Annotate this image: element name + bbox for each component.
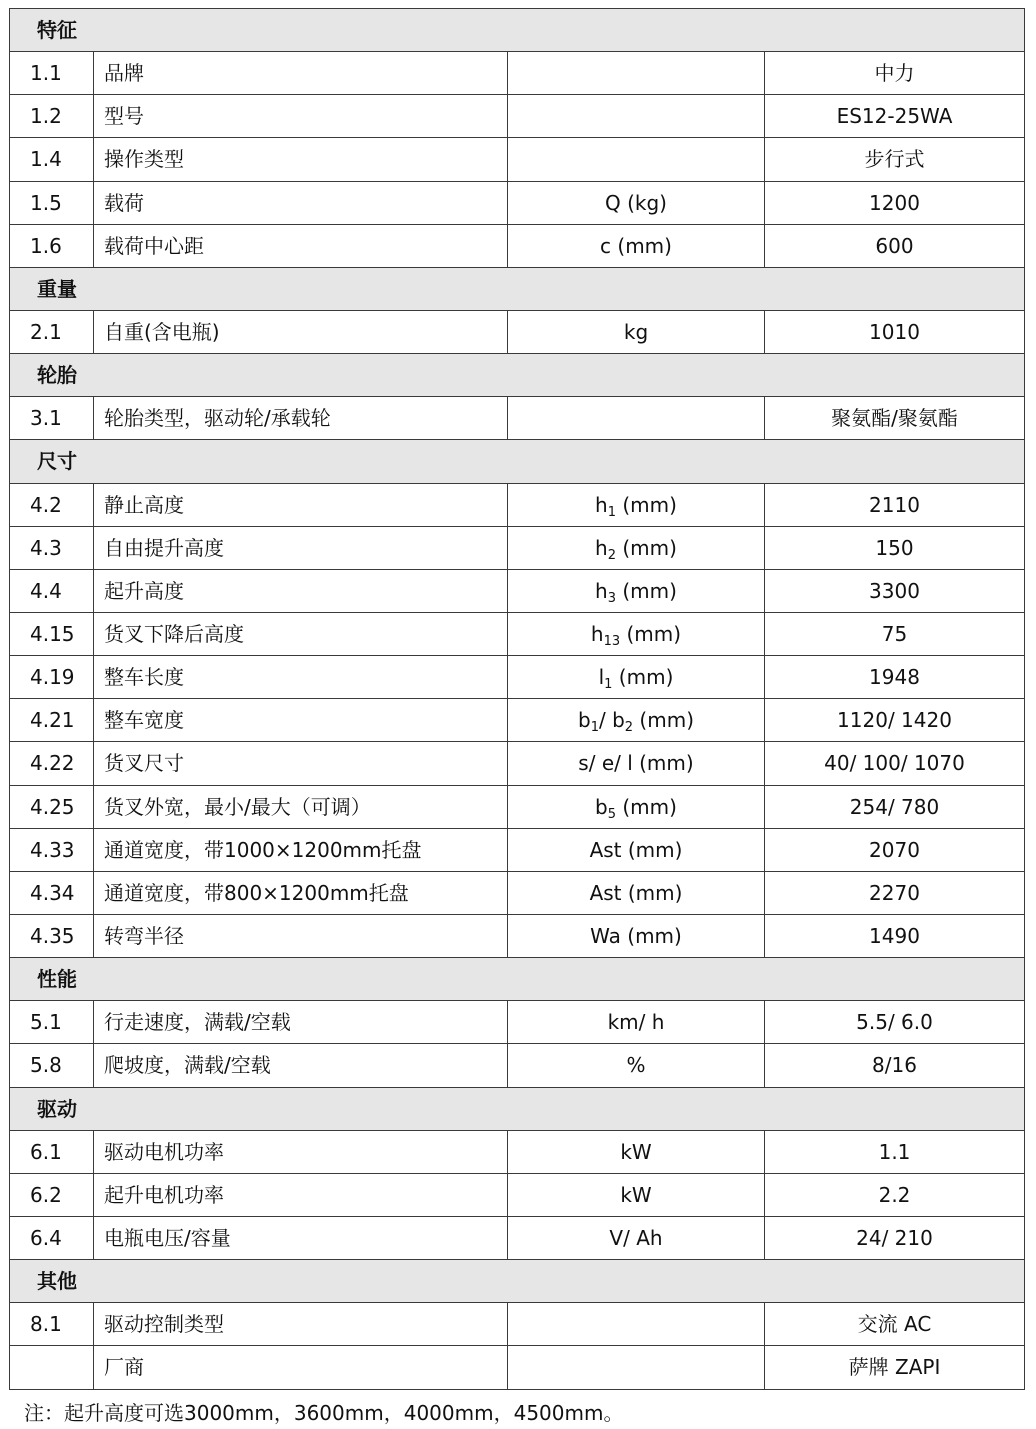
row-item-name: 整车长度 (94, 656, 508, 699)
row-number: 3.1 (10, 397, 94, 440)
row-item-name: 爬坡度，满载/空载 (94, 1044, 508, 1087)
unit-text: b (595, 794, 608, 819)
row-value: ES12-25WA (765, 95, 1025, 138)
section-title: 尺寸 (10, 440, 1025, 483)
table-row (10, 1001, 1025, 1044)
table-row (10, 483, 1025, 526)
row-value: 2110 (765, 483, 1025, 526)
table-row (10, 224, 1025, 267)
row-item-name: 型号 (94, 95, 508, 138)
row-item-name: 自由提升高度 (94, 526, 508, 569)
unit-subscript: 2 (624, 720, 634, 736)
row-item-name: 静止高度 (94, 483, 508, 526)
row-item-name: 轮胎类型，驱动轮/承载轮 (94, 397, 508, 440)
row-value: 步行式 (765, 138, 1025, 181)
table-row (10, 742, 1025, 785)
row-value: 1120/ 1420 (765, 699, 1025, 742)
row-value: 1.1 (765, 1130, 1025, 1173)
unit-text: h (595, 535, 608, 560)
row-number: 4.4 (10, 569, 94, 612)
row-number: 8.1 (10, 1303, 94, 1346)
row-number: 4.34 (10, 871, 94, 914)
unit-subscript: 13 (603, 634, 621, 650)
row-item-name: 货叉尺寸 (94, 742, 508, 785)
table-row (10, 1216, 1025, 1259)
row-value: 中力 (765, 52, 1025, 95)
table-row (10, 1173, 1025, 1216)
row-value: 2270 (765, 871, 1025, 914)
row-value: 24/ 210 (765, 1216, 1025, 1259)
row-number: 4.22 (10, 742, 94, 785)
row-value: 1010 (765, 310, 1025, 353)
row-item-name: 自重(含电瓶) (94, 310, 508, 353)
row-number: 4.15 (10, 612, 94, 655)
row-number: 4.2 (10, 483, 94, 526)
section-header-row (10, 958, 1025, 1001)
table-row (10, 699, 1025, 742)
row-number: 4.21 (10, 699, 94, 742)
row-item-name: 货叉外宽，最小/最大（可调） (94, 785, 508, 828)
row-unit (508, 397, 765, 440)
row-number: 5.1 (10, 1001, 94, 1044)
table-row (10, 785, 1025, 828)
row-item-name: 转弯半径 (94, 914, 508, 957)
row-number: 6.4 (10, 1216, 94, 1259)
row-unit: % (508, 1044, 765, 1087)
row-value: 254/ 780 (765, 785, 1025, 828)
unit-subscript: 5 (607, 806, 617, 822)
table-row (10, 1130, 1025, 1173)
row-item-name: 厂商 (94, 1346, 508, 1389)
table-row (10, 569, 1025, 612)
row-unit (508, 483, 765, 526)
table-row (10, 95, 1025, 138)
row-unit: V/ Ah (508, 1216, 765, 1259)
row-number: 1.1 (10, 52, 94, 95)
footnote: 注：起升高度可选3000mm，3600mm，4000mm，4500mm。 (24, 1401, 624, 1425)
table-row (10, 828, 1025, 871)
table-row (10, 397, 1025, 440)
table-row (10, 1044, 1025, 1087)
section-header-row (10, 354, 1025, 397)
unit-subscript: 2 (607, 547, 617, 563)
row-item-name: 通道宽度，带800×1200mm托盘 (94, 871, 508, 914)
unit-text: h (590, 622, 604, 647)
section-header-row (10, 9, 1025, 52)
row-number: 5.8 (10, 1044, 94, 1087)
row-number: 6.2 (10, 1173, 94, 1216)
row-number: 6.1 (10, 1130, 94, 1173)
table-row (10, 181, 1025, 224)
row-number: 1.4 (10, 138, 94, 181)
row-value: 40/ 100/ 1070 (765, 742, 1025, 785)
section-title: 轮胎 (10, 354, 1025, 397)
table-row (10, 1303, 1025, 1346)
section-header-row (10, 1087, 1025, 1130)
row-value: 5.5/ 6.0 (765, 1001, 1025, 1044)
table-row (10, 612, 1025, 655)
unit-text: b (578, 708, 591, 733)
section-header-row (10, 267, 1025, 310)
row-number: 1.5 (10, 181, 94, 224)
unit-text: (mm) (612, 665, 674, 690)
section-header-row (10, 1260, 1025, 1303)
row-unit (508, 699, 765, 742)
row-unit (508, 52, 765, 95)
row-value: 8/16 (765, 1044, 1025, 1087)
unit-text: (mm) (616, 492, 677, 517)
unit-text: (mm) (616, 535, 677, 560)
unit-text: / b (598, 708, 625, 733)
row-unit: Ast (mm) (508, 828, 765, 871)
row-unit: kg (508, 310, 765, 353)
row-unit (508, 1346, 765, 1389)
row-item-name: 品牌 (94, 52, 508, 95)
table-row (10, 526, 1025, 569)
row-unit (508, 656, 765, 699)
row-unit (508, 785, 765, 828)
unit-text: h (595, 578, 608, 603)
row-item-name: 通道宽度，带1000×1200mm托盘 (94, 828, 508, 871)
unit-text: (mm) (616, 794, 677, 819)
table-row (10, 914, 1025, 957)
row-unit (508, 1303, 765, 1346)
row-unit (508, 612, 765, 655)
row-unit (508, 95, 765, 138)
row-unit (508, 138, 765, 181)
unit-text: (mm) (616, 578, 677, 603)
unit-subscript: 3 (607, 590, 617, 606)
row-item-name: 起升电机功率 (94, 1173, 508, 1216)
row-value: 萨牌 ZAPI (765, 1346, 1025, 1389)
row-number: 4.33 (10, 828, 94, 871)
row-unit: kW (508, 1173, 765, 1216)
unit-text: l (598, 665, 605, 690)
row-value: 1490 (765, 914, 1025, 957)
row-value: 2.2 (765, 1173, 1025, 1216)
row-item-name: 驱动电机功率 (94, 1130, 508, 1173)
section-title: 重量 (10, 267, 1025, 310)
row-unit: c (mm) (508, 224, 765, 267)
row-unit: Wa (mm) (508, 914, 765, 957)
row-value: 交流 AC (765, 1303, 1025, 1346)
row-unit: Q (kg) (508, 181, 765, 224)
table-row (10, 138, 1025, 181)
row-item-name: 载荷 (94, 181, 508, 224)
row-unit: s/ e/ l (mm) (508, 742, 765, 785)
row-item-name: 整车宽度 (94, 699, 508, 742)
row-value: 3300 (765, 569, 1025, 612)
section-header-row (10, 440, 1025, 483)
unit-text: (mm) (633, 708, 694, 733)
row-value: 150 (765, 526, 1025, 569)
row-unit (508, 526, 765, 569)
row-number (10, 1346, 94, 1389)
section-title: 性能 (10, 958, 1025, 1001)
row-number: 1.2 (10, 95, 94, 138)
row-unit (508, 569, 765, 612)
row-item-name: 载荷中心距 (94, 224, 508, 267)
row-unit: km/ h (508, 1001, 765, 1044)
row-item-name: 行走速度，满载/空载 (94, 1001, 508, 1044)
spec-table-body (10, 9, 1025, 1390)
row-number: 4.35 (10, 914, 94, 957)
unit-text: (mm) (620, 622, 682, 647)
row-item-name: 驱动控制类型 (94, 1303, 508, 1346)
table-row (10, 1346, 1025, 1389)
section-title: 驱动 (10, 1087, 1025, 1130)
row-value: 75 (765, 612, 1025, 655)
row-item-name: 起升高度 (94, 569, 508, 612)
table-row (10, 871, 1025, 914)
unit-subscript: 1 (604, 677, 613, 693)
row-number: 1.6 (10, 224, 94, 267)
row-item-name: 货叉下降后高度 (94, 612, 508, 655)
row-number: 4.3 (10, 526, 94, 569)
row-value: 1200 (765, 181, 1025, 224)
row-value: 2070 (765, 828, 1025, 871)
row-value: 1948 (765, 656, 1025, 699)
row-unit: Ast (mm) (508, 871, 765, 914)
row-number: 4.25 (10, 785, 94, 828)
row-value: 聚氨酯/聚氨酯 (765, 397, 1025, 440)
row-item-name: 电瓶电压/容量 (94, 1216, 508, 1259)
spec-table (9, 8, 1025, 1390)
row-value: 600 (765, 224, 1025, 267)
unit-subscript: 1 (607, 504, 617, 520)
table-row (10, 310, 1025, 353)
table-row (10, 52, 1025, 95)
row-number: 4.19 (10, 656, 94, 699)
unit-subscript: 1 (590, 720, 599, 736)
row-unit: kW (508, 1130, 765, 1173)
section-title: 其他 (10, 1260, 1025, 1303)
unit-text: h (595, 492, 608, 517)
section-title: 特征 (10, 9, 1025, 52)
row-number: 2.1 (10, 310, 94, 353)
table-row (10, 656, 1025, 699)
row-item-name: 操作类型 (94, 138, 508, 181)
